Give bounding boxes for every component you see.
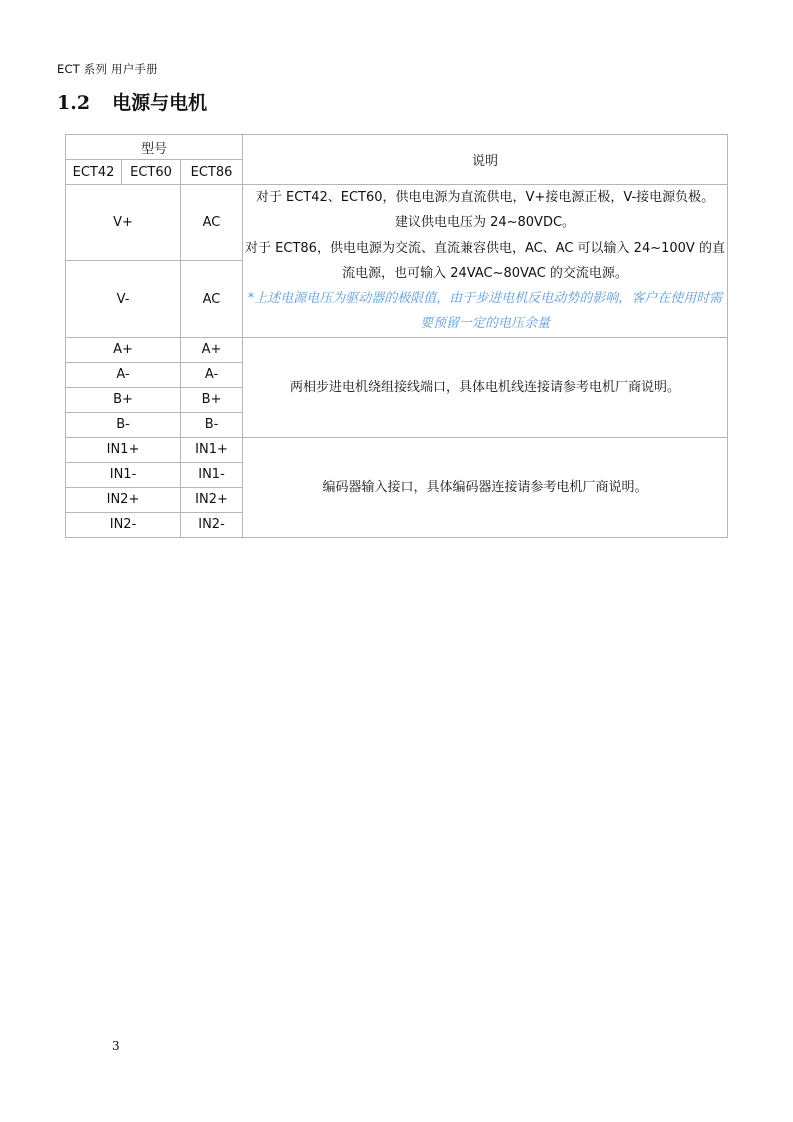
pin-cell: IN1- — [66, 462, 181, 487]
table-row — [66, 437, 728, 462]
header-description: 说明 — [243, 135, 728, 185]
model-ect42: ECT42 — [66, 160, 122, 185]
power-desc-line: 对于 ECT86，供电电源为交流、直流兼容供电，AC、AC 可以输入 24~100V 的直流电源，也可输入 24VAC~80VAC 的交流电源。 — [245, 240, 725, 281]
pin-cell-ect86: AC — [181, 185, 243, 261]
pin-cell-ect86: A- — [181, 362, 243, 387]
table-row — [66, 185, 728, 261]
power-desc-line: 建议供电电压为 24~80VDC。 — [394, 215, 576, 231]
pin-cell: B+ — [66, 387, 181, 412]
pin-cell: V- — [66, 261, 181, 337]
header-model: 型号 — [66, 135, 243, 160]
power-motor-table — [65, 134, 728, 538]
section-heading: 电源与电机 — [112, 92, 208, 114]
pin-cell-ect86: B- — [181, 412, 243, 437]
pin-cell-ect86: A+ — [181, 337, 243, 362]
pin-cell: A- — [66, 362, 181, 387]
table-row — [66, 337, 728, 362]
section-title — [57, 88, 207, 115]
pin-cell: IN2+ — [66, 487, 181, 512]
pin-cell-ect86: IN1+ — [181, 437, 243, 462]
pin-cell: IN2- — [66, 512, 181, 537]
pin-cell-ect86: IN2- — [181, 512, 243, 537]
power-description — [243, 185, 728, 338]
section-number: 1.2 — [57, 92, 91, 114]
model-ect60: ECT60 — [122, 160, 181, 185]
pin-cell: B- — [66, 412, 181, 437]
running-header: ECT 系列 用户手册 — [57, 62, 158, 76]
pin-cell-ect86: IN1- — [181, 462, 243, 487]
pin-cell-ect86: AC — [181, 261, 243, 337]
pin-cell-ect86: IN2+ — [181, 487, 243, 512]
model-ect86: ECT86 — [181, 160, 243, 185]
power-note: *上述电源电压为驱动器的极限值，由于步进电机反电动势的影响，客户在使用时需要预留一定的电压余量 — [247, 291, 723, 332]
pin-cell: IN1+ — [66, 437, 181, 462]
encoder-description: 编码器输入接口，具体编码器连接请参考电机厂商说明。 — [243, 437, 728, 537]
page-number: 3 — [112, 1039, 120, 1053]
motor-description: 两相步进电机绕组接线端口，具体电机线连接请参考电机厂商说明。 — [243, 337, 728, 437]
table-header-row — [66, 135, 728, 160]
pin-cell: V+ — [66, 185, 181, 261]
power-desc-line: 对于 ECT42、ECT60，供电电源为直流供电，V+接电源正极，V-接电源负极。 — [255, 190, 715, 205]
pin-cell: A+ — [66, 337, 181, 362]
pin-cell-ect86: B+ — [181, 387, 243, 412]
